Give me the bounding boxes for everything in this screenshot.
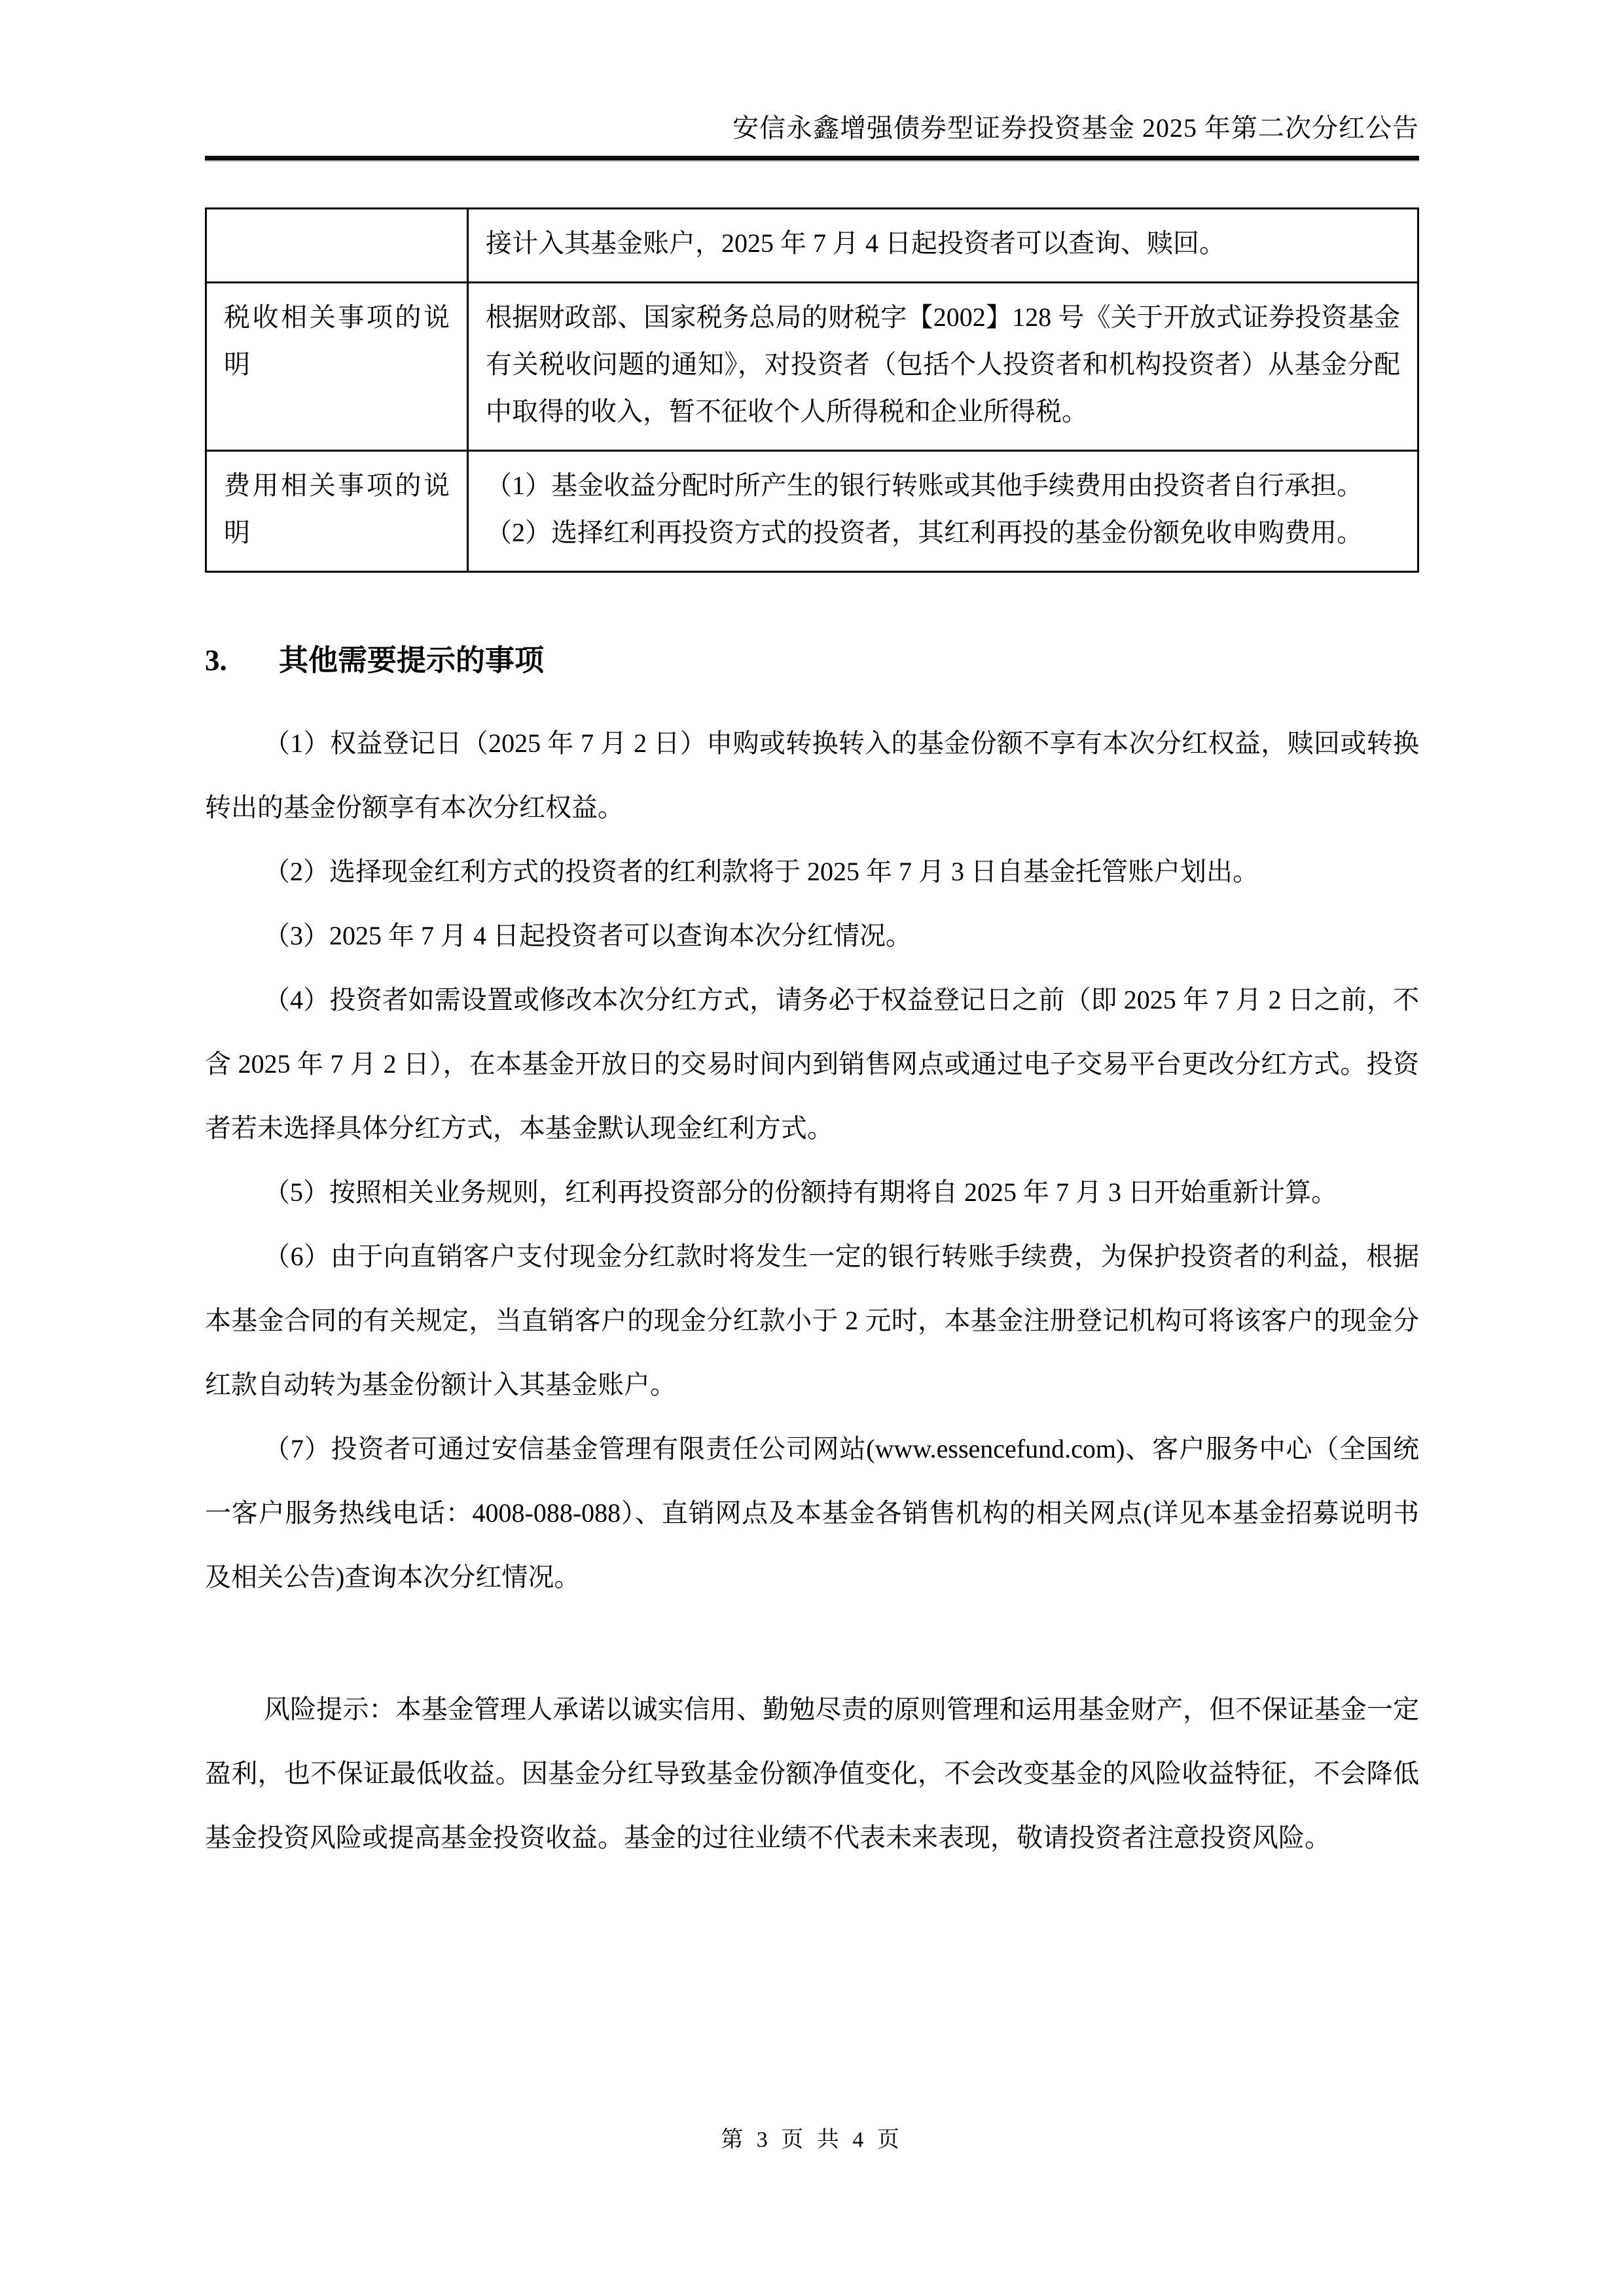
paragraph-item-6: （6）由于向直销客户支付现金分红款时将发生一定的银行转账手续费，为保护投资者的利益，根据本基金合同的有关规定，当直销客户的现金分红款小于 2 元时，本基金注册登记机构可将该客户的现金分红款自动转为基金份额计入其基金账户。 [205, 1242, 1419, 1399]
paragraph-item-5: （5）按照相关业务规则，红利再投资部分的份额持有期将自 2025 年 7 月 3 日开始重新计算。 [264, 1177, 1337, 1207]
paragraph-item-1: （1）权益登记日（2025 年 7 月 2 日）申购或转换转入的基金份额不享有本次分红权益，赎回或转换转出的基金份额享有本次分红权益。 [205, 728, 1419, 822]
row-content [468, 451, 1418, 572]
table-row [206, 209, 1418, 283]
table-row [206, 283, 1418, 451]
table-row [206, 451, 1418, 572]
section-body [205, 711, 1419, 1870]
row-label-empty [206, 209, 468, 283]
section-title: 其他需要提示的事项 [279, 644, 545, 677]
page-footer: 第 3 页 共 4 页 [721, 2128, 903, 2152]
row-content-line: （2）选择红利再投资方式的投资者，其红利再投的基金份额免收申购费用。 [486, 518, 1363, 547]
paragraph-item-2: （2）选择现金红利方式的投资者的红利款将于 2025 年 7 月 3 日自基金托管账户划出。 [264, 857, 1259, 886]
header-rule-divider [205, 156, 1419, 162]
paragraph-item-7: （7）投资者可通过安信基金管理有限责任公司网站(www.essencefund.com)、客户服务中心（全国统一客户服务热线电话：4008-088-088）、直销网点及本基金各销售机构的相关网点(详见本基金招募说明书及相关公告)查询本次分红情况。 [205, 1434, 1419, 1592]
risk-disclosure-paragraph: 风险提示：本基金管理人承诺以诚实信用、勤勉尽责的原则管理和运用基金财产，但不保证基金一定盈利，也不保证最低收益。因基金分红导致基金份额净值变化，不会改变基金的风险收益特征，不会降低基金投资风险或提高基金投资收益。基金的过往业绩不代表未来表现，敬请投资者注意投资风险。 [205, 1695, 1419, 1852]
row-content-line: （1）基金收益分配时所产生的银行转账或其他手续费用由投资者自行承担。 [486, 471, 1363, 500]
row-content [468, 283, 1418, 451]
document-header-title: 安信永鑫增强债券型证券投资基金 2025 年第二次分红公告 [732, 113, 1419, 143]
row-content [468, 209, 1418, 283]
row-label-fee: 费用相关事项的说明 [206, 451, 468, 572]
row-content-line: 根据财政部、国家税务总局的财税字【2002】128 号《关于开放式证券投资基金有关税收问题的通知》，对投资者（包括个人投资者和机构投资者）从基金分配中取得的收入，暂不征收个人所得税和企业所得税。 [486, 302, 1400, 426]
page-content [205, 0, 1419, 1870]
section-heading [205, 641, 1419, 680]
paragraph-item-4: （4）投资者如需设置或修改本次分红方式，请务必于权益登记日之前（即 2025 年 7 月 2 日之前，不含 2025 年 7 月 2 日），在本基金开放日的交易时间内到销售网点或通过电子交易平台更改分红方式。投资者若未选择具体分红方式，本基金默认现金红利方式。 [205, 985, 1419, 1143]
paragraph-item-3: （3）2025 年 7 月 4 日起投资者可以查询本次分红情况。 [264, 921, 912, 950]
row-label-tax: 税收相关事项的说明 [206, 283, 468, 451]
dividend-info-table [205, 207, 1419, 573]
row-content-line: 接计入其基金账户，2025 年 7 月 4 日起投资者可以查询、赎回。 [486, 228, 1225, 258]
section-number: 3. [205, 644, 227, 677]
